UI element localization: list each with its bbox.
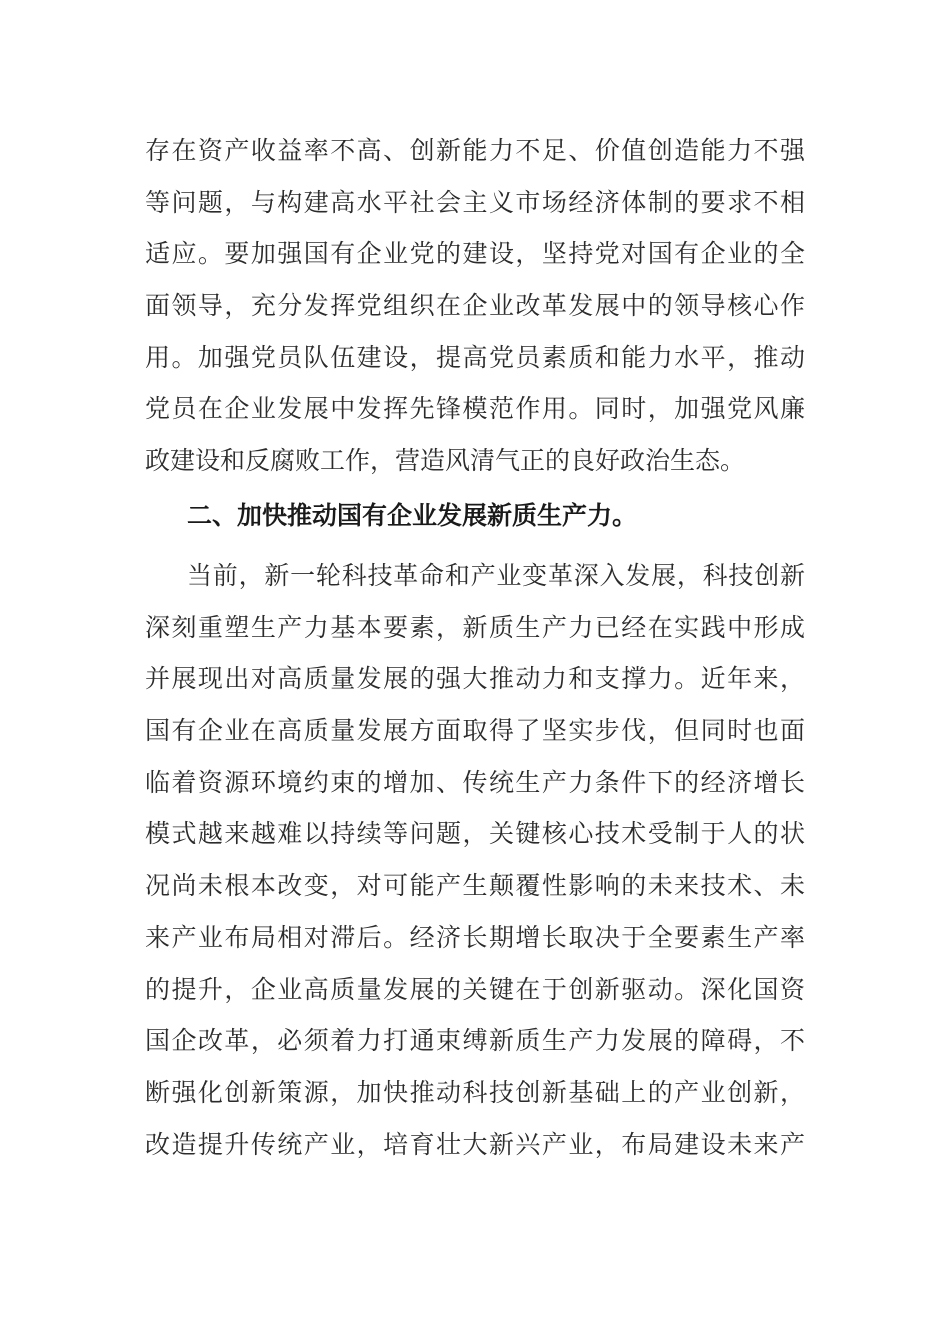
paragraph-line: 并展现出对高质量发展的强大推动力和支撑力。近年来， xyxy=(145,664,805,694)
paragraph-line: 用。加强党员队伍建设，提高党员素质和能力水平，推动 xyxy=(145,342,805,372)
paragraph-line: 改造提升传统产业，培育壮大新兴产业，布局建设未来产 xyxy=(145,1129,805,1159)
paragraph-line: 况尚未根本改变，对可能产生颠覆性影响的未来技术、未 xyxy=(145,871,805,901)
paragraph-line: 的提升，企业高质量发展的关键在于创新驱动。深化国资 xyxy=(145,974,805,1004)
paragraph-line: 深刻重塑生产力基本要素，新质生产力已经在实践中形成 xyxy=(145,612,805,642)
paragraph-line: 来产业布局相对滞后。经济长期增长取决于全要素生产率 xyxy=(145,922,805,952)
paragraph-2 xyxy=(145,550,805,1170)
paragraph-line: 国有企业在高质量发展方面取得了坚实步伐，但同时也面 xyxy=(145,716,805,746)
paragraph-line: 模式越来越难以持续等问题，关键核心技术受制于人的状 xyxy=(145,819,805,849)
paragraph-1 xyxy=(145,125,805,487)
paragraph-line: 存在资产收益率不高、创新能力不足、价值创造能力不强 xyxy=(145,136,805,165)
paragraph-line: 临着资源环境约束的增加、传统生产力条件下的经济增长 xyxy=(145,767,805,797)
paragraph-line: 政建设和反腐败工作，营造风清气正的良好政治生态。 xyxy=(145,446,746,476)
section-heading: 二、加快推动国有企业发展新质生产力。 xyxy=(187,501,638,530)
paragraph-line: 国企改革，必须着力打通束缚新质生产力发展的障碍，不 xyxy=(145,1026,805,1056)
paragraph-line: 适应。要加强国有企业党的建设，坚持党对国有企业的全 xyxy=(145,239,805,269)
paragraph-line: 面领导，充分发挥党组织在企业改革发展中的领导核心作 xyxy=(145,291,805,321)
paragraph-line: 当前，新一轮科技革命和产业变革深入发展，科技创新 xyxy=(187,561,805,590)
paragraph-line: 等问题，与构建高水平社会主义市场经济体制的要求不相 xyxy=(145,187,805,217)
paragraph-line: 断强化创新策源，加快推动科技创新基础上的产业创新， xyxy=(145,1077,805,1107)
paragraph-line: 党员在企业发展中发挥先锋模范作用。同时，加强党风廉 xyxy=(145,394,805,424)
